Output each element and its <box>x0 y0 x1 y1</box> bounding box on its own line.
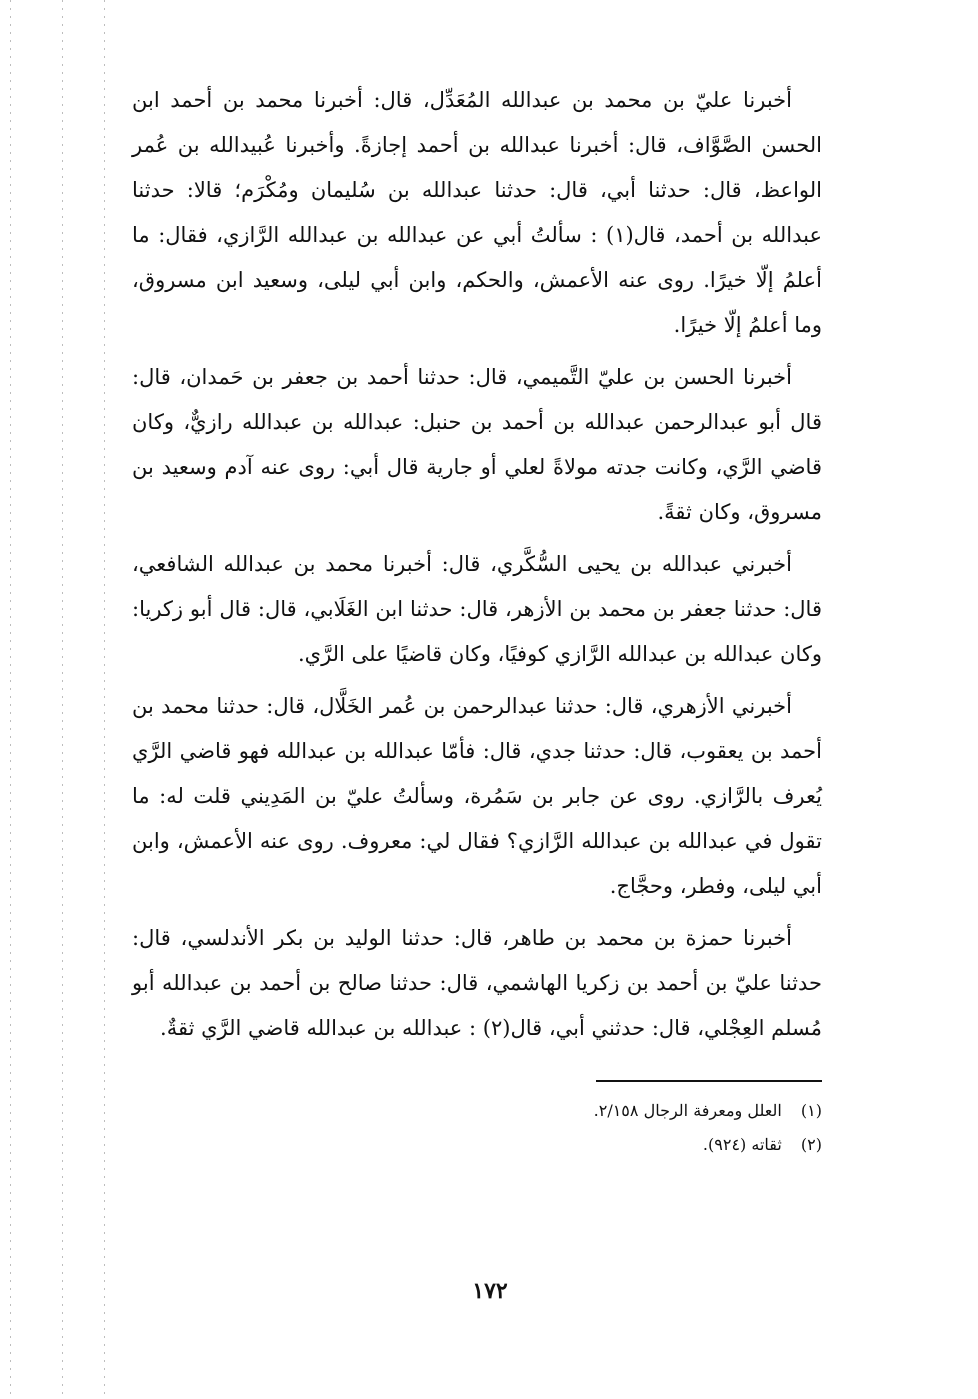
paragraph-1: أخبرنا عليّ بن محمد بن عبدالله المُعَدِّل، قال: أخبرنا محمد بن أحمد ابن الحسن الصَّوَّاف، قال: أخبرنا عبدالله بن أحمد إجازةً. وأخبرنا عُبيدالله بن عُمر الواعظ، قال: حدثنا أبي، قال: حدثنا عبدالله بن سُليمان ومُكْرَم؛ قالا: حدثنا عبدالله بن أحمد، قال(١) : سألتُ أبي عن عبدالله بن عبدالله الرَّازي، فقال: ما أعلمُ إلّا خيرًا. روى عنه الأعمش، والحكم، وابن أبي ليلى، وسعيد ابن مسروق، وما أعلمُ إلّا خيرًا. <box>132 88 822 337</box>
footnote-text: ثقاته (٩٢٤). <box>702 1135 782 1154</box>
footnote-number: (٢) <box>800 1135 822 1154</box>
paragraph-5: أخبرنا حمزة بن محمد بن طاهر، قال: حدثنا الوليد بن بكر الأندلسي، قال: حدثنا عليّ بن أحمد بن زكريا الهاشمي، قال: حدثنا صالح بن أحمد بن عبدالله أبو مُسلم العِجْلي، قال: حدثني أبي، قال(٢) : عبدالله بن عبدالله قاضي الرَّي ثقةٌ. <box>132 926 822 1040</box>
paragraph-3: أخبرني عبدالله بن يحيى السُّكَّري، قال: أخبرنا محمد بن عبدالله الشافعي، قال: حدثنا جعفر بن محمد بن الأزهر، قال: حدثنا ابن الغَلَابي، قال: قال أبو زكريا: وكان عبدالله بن عبدالله الرَّازي كوفيًا، وكان قاضيًا على الرَّي. <box>132 552 822 666</box>
footnote-divider <box>596 1080 822 1082</box>
footnotes <box>440 1094 822 1162</box>
footnote-text: العلل ومعرفة الرجال ٢/١٥٨. <box>593 1101 782 1120</box>
footnote-number: (١) <box>800 1101 822 1120</box>
paragraph-4: أخبرني الأزهري، قال: حدثنا عبدالرحمن بن عُمر الخَلَّال، قال: حدثنا محمد بن أحمد بن يعقوب، قال: حدثنا جدي، قال: فأمّا عبدالله بن عبدالله فهو قاضي الرَّي يُعرف بالرَّازي. روى عن جابر بن سَمُرة، وسألتُ عليّ بن المَدِيني قلت له: ما تقول في عبدالله بن عبدالله الرَّازي؟ فقال لي: معروف. روى عنه الأعمش، وابن أبي ليلى، وفطر، وحجَّاج. <box>132 694 822 898</box>
scan-dotted-line <box>104 0 105 1399</box>
scan-dotted-line <box>10 0 11 1399</box>
main-text <box>132 78 822 1058</box>
footnote-2 <box>440 1128 822 1162</box>
page-number: ١٧٢ <box>472 1278 508 1304</box>
footnote-1 <box>440 1094 822 1128</box>
paragraph-2: أخبرنا الحسن بن عليّ التَّميمي، قال: حدثنا أحمد بن جعفر بن حَمدان، قال: قال أبو عبدالرحمن عبدالله بن أحمد بن حنبل: عبدالله بن عبدالله رازيٌّ، وكان قاضي الرَّي، وكانت جدته مولاةً لعلي أو جارية قال أبي: روى عنه آدم وسعيد بن مسروق، وكان ثقةً. <box>132 365 822 524</box>
scan-dotted-line <box>62 0 63 1399</box>
